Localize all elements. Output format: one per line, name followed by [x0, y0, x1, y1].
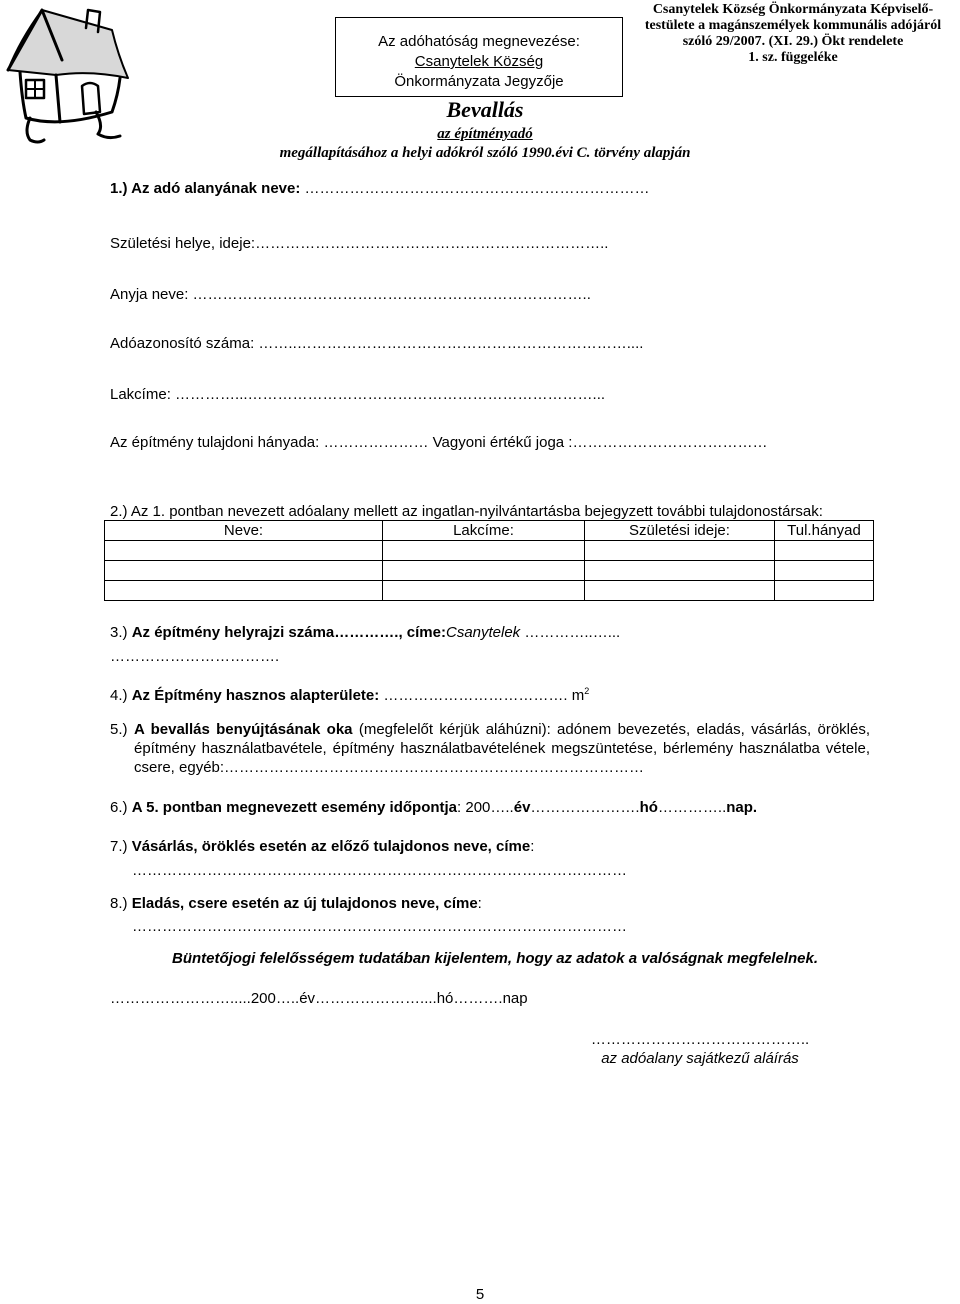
signature-label: az adóalany sajátkezű aláírás	[601, 1050, 799, 1067]
table-cell[interactable]	[775, 541, 874, 561]
page-number: 5	[475, 1286, 485, 1303]
event-month-label: hó	[639, 799, 658, 816]
filing-reason-options[interactable]: (megfelelőt kérjük aláhúzni): adónem bevezetés, eladás, vásárlás, öröklés, építmény használatbavétele, építmény használatbavételének megszüntetése, bérlemény használatba vétele, csere, egyéb:…………………………………………………………………………	[134, 721, 871, 776]
filing-reason-label: A bevallás benyújtásának oka	[134, 721, 353, 738]
event-year-prefix: : 200…..	[457, 799, 514, 816]
table-cell[interactable]	[585, 541, 775, 561]
taxpayer-name-label: 1.) Az adó alanyának neve:	[110, 180, 301, 197]
birth-field[interactable]	[110, 235, 608, 253]
regulation-line2: testülete a magánszemélyek kommunális adójáról	[644, 18, 942, 33]
house-logo	[0, 0, 140, 150]
table-cell[interactable]	[105, 541, 383, 561]
filing-reason-paragraph	[110, 720, 870, 777]
parcel-continuation[interactable]: …………………………….	[110, 648, 280, 665]
declaration: Büntetőjogi felelősségem tudatában kijelentem, hogy az adatok a valóságnak megfelelnek.	[171, 950, 818, 967]
floor-area-field[interactable]	[110, 682, 589, 705]
header-share: Tul.hányad	[775, 521, 874, 541]
title-main: Bevallás	[446, 97, 524, 122]
new-owner-num: 8.)	[110, 895, 132, 912]
event-date-num: 6.)	[110, 799, 132, 816]
regulation-line4: 1. sz. függeléke	[748, 50, 838, 65]
signature-dots[interactable]: ……………………………………..	[590, 1031, 810, 1048]
city-name: Csanytelek	[445, 624, 521, 641]
floor-area-dots: ……………………………….	[379, 687, 572, 704]
birth-dots: ……………………………………………………………..	[255, 235, 609, 252]
ownership-share-dots: …………………	[319, 434, 433, 451]
floor-area-num: 4.)	[110, 687, 132, 704]
previous-owner-field[interactable]	[110, 838, 534, 856]
table-cell[interactable]	[775, 581, 874, 601]
header-address: Lakcíme:	[383, 521, 585, 541]
property-right-dots: …………………………………	[572, 434, 768, 451]
address-dots: …………...……………………………………………………………...	[170, 386, 606, 403]
event-date-field[interactable]	[110, 799, 757, 817]
regulation-line1: Csanytelek Község Önkormányzata Képviselő-	[652, 2, 934, 17]
event-year-label: év	[513, 799, 531, 816]
table-cell[interactable]	[585, 581, 775, 601]
authority-label: Az adóhatóság megnevezése:	[378, 33, 580, 50]
header-name: Neve:	[105, 521, 383, 541]
co-owners-table	[104, 520, 874, 601]
regulation-line3: szóló 29/2007. (XI. 29.) Ökt rendelete	[682, 34, 904, 49]
table-row	[105, 581, 874, 601]
mother-name-field[interactable]	[110, 286, 591, 304]
title-sub: az építményadó	[437, 126, 533, 142]
tax-id-field[interactable]	[110, 335, 643, 353]
tax-id-label: Adóazonosító száma:	[110, 335, 255, 352]
floor-area-unit-sup: 2	[584, 686, 590, 696]
tax-id-dots: ……..…………………………………………………………....	[254, 335, 644, 352]
address-label: Lakcíme:	[110, 386, 171, 403]
authority-name-line2: Önkormányzata Jegyzője	[394, 73, 564, 90]
parcel-dots: ………….,	[334, 624, 407, 641]
header-birth-date: Születési ideje:	[585, 521, 775, 541]
city-dots: …………..…...	[520, 624, 621, 641]
co-owners-intro: 2.) Az 1. pontban nevezett adóalany mellett az ingatlan-nyilvántartásba bejegyzett további tulajdonostársak:	[110, 503, 823, 520]
taxpayer-name-dots: ……………………………………………………………	[300, 180, 650, 197]
event-day-label: nap.	[726, 799, 758, 816]
event-day-dots: …………..	[657, 799, 727, 816]
table-cell[interactable]	[105, 561, 383, 581]
new-owner-dots[interactable]: ………………………………………………………………………………………	[132, 918, 627, 935]
new-owner-field[interactable]	[110, 895, 482, 913]
table-cell[interactable]	[775, 561, 874, 581]
signing-date-line[interactable]: …………………….....200…..év…………………....hó……….nap	[110, 990, 528, 1007]
event-date-label: A 5. pontban megnevezett esemény időpontja	[131, 799, 458, 816]
new-owner-colon: :	[477, 895, 482, 912]
title-basis: megállapításához a helyi adókról szóló 1990.évi C. törvény alapján	[279, 145, 691, 161]
address-field[interactable]	[110, 386, 605, 404]
previous-owner-colon: :	[530, 838, 535, 855]
floor-area-label: Az Építmény hasznos alapterülete:	[131, 687, 380, 704]
previous-owner-label: Vásárlás, öröklés esetén az előző tulajdonos neve, címe	[131, 838, 531, 855]
table-row	[105, 561, 874, 581]
regulation-reference	[628, 2, 958, 66]
ownership-share-field[interactable]	[110, 434, 767, 452]
table-header-row	[105, 521, 874, 541]
previous-owner-dots[interactable]: ………………………………………………………………………………………	[132, 862, 627, 879]
property-right-label: Vagyoni értékű joga :	[432, 434, 573, 451]
table-row	[105, 541, 874, 561]
ownership-share-label: Az építmény tulajdoni hányada:	[110, 434, 320, 451]
event-month-dots: ………………….	[530, 799, 640, 816]
birth-label: Születési helye, ideje:	[110, 235, 256, 252]
table-cell[interactable]	[383, 541, 585, 561]
table-cell[interactable]	[585, 561, 775, 581]
parcel-num: 3.)	[110, 624, 132, 641]
table-cell[interactable]	[383, 561, 585, 581]
previous-owner-num: 7.)	[110, 838, 132, 855]
mother-name-dots: ……………………………………………………………………..	[188, 286, 591, 303]
authority-box	[335, 17, 623, 97]
taxpayer-name-field[interactable]	[110, 180, 650, 198]
authority-name-line1: Csanytelek Község	[414, 53, 544, 70]
filing-reason-num: 5.)	[110, 721, 128, 738]
parcel-number-field[interactable]	[110, 624, 620, 642]
parcel-label: Az építmény helyrajzi száma	[131, 624, 335, 641]
table-cell[interactable]	[383, 581, 585, 601]
mother-name-label: Anyja neve:	[110, 286, 189, 303]
form-title	[245, 96, 725, 162]
new-owner-label: Eladás, csere esetén az új tulajdonos neve, címe	[131, 895, 478, 912]
signature-block	[560, 1030, 840, 1068]
floor-area-unit: m	[571, 687, 585, 704]
address-cime-label: címe:	[406, 624, 446, 641]
table-cell[interactable]	[105, 581, 383, 601]
